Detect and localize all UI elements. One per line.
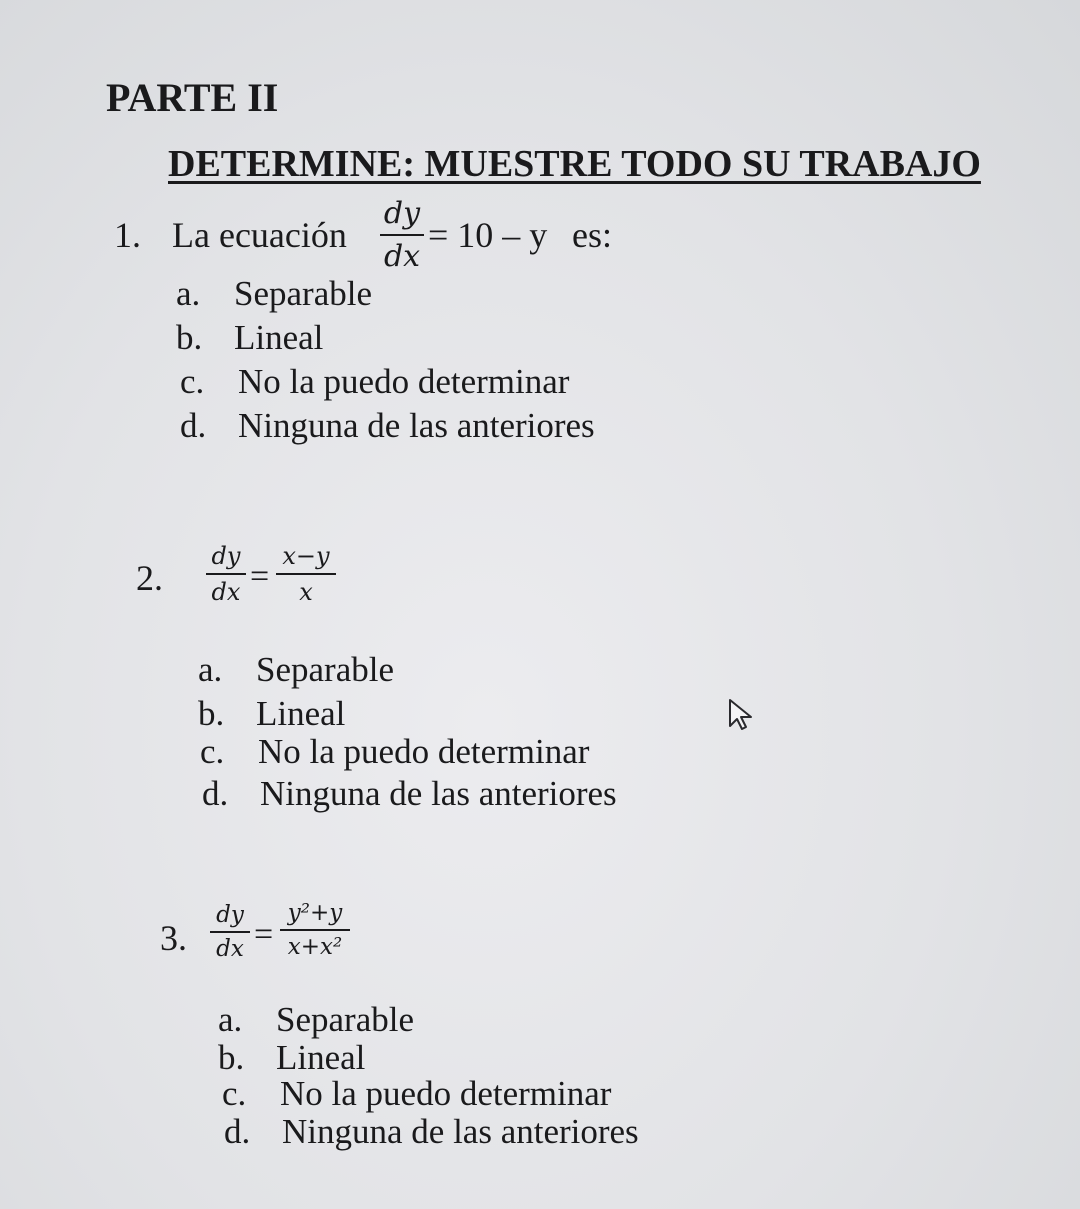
option-letter: a. [176,274,201,313]
q1-option-c[interactable] [180,362,569,402]
option-text: Ninguna de las anteriores [282,1112,639,1151]
option-text: Separable [276,1000,414,1039]
q2-rhs-fraction [276,542,336,606]
question-suffix: es: [572,215,612,255]
question-number: 2. [136,558,163,598]
option-text: No la puedo determinar [238,362,570,401]
fraction-denominator: x [299,578,313,606]
fraction-denominator: dx [383,239,421,274]
q1-lhs-fraction [380,196,424,274]
option-letter: b. [218,1038,245,1077]
fraction-denominator: dx [216,936,244,962]
option-letter: a. [218,1000,243,1039]
fraction-numerator: y²+y [287,900,343,926]
q3-lhs-fraction [210,902,250,962]
q2-option-a[interactable] [198,650,394,690]
option-letter: d. [202,774,229,813]
q3-option-a[interactable] [218,1000,414,1040]
equals-sign: = [250,558,270,595]
q1-option-a[interactable] [176,274,372,314]
q2-lhs-fraction [206,542,246,606]
option-letter: a. [198,650,223,689]
option-letter: c. [222,1074,247,1113]
question-prefix: La ecuación [172,215,347,255]
option-text: Separable [234,274,372,313]
q2-option-c[interactable] [200,732,589,772]
option-letter: c. [180,362,205,401]
fraction-bar [210,931,250,933]
option-text: Lineal [276,1038,366,1077]
question-number: 1. [114,215,141,255]
option-text: Lineal [256,694,346,733]
option-letter: d. [224,1112,251,1151]
q2-option-d[interactable] [202,774,617,814]
option-text: Lineal [234,318,324,357]
fraction-numerator: x−y [282,542,330,570]
q3-option-c[interactable] [222,1074,611,1114]
part-title: PARTE II [106,75,279,120]
option-letter: b. [176,318,203,357]
q1-option-b[interactable] [176,318,323,358]
fraction-bar [280,929,350,931]
fraction-denominator: dx [211,578,241,606]
q1-option-d[interactable] [180,406,595,446]
fraction-bar [276,573,336,575]
option-text: Ninguna de las anteriores [260,774,617,813]
option-text: Ninguna de las anteriores [238,406,595,445]
mouse-pointer-icon [728,698,754,732]
fraction-numerator: dy [383,196,421,231]
fraction-bar [380,234,424,236]
fraction-numerator: dy [211,542,241,570]
q3-option-d[interactable] [224,1112,639,1152]
option-text: No la puedo determinar [258,732,590,771]
question-number: 3. [160,918,187,958]
fraction-bar [206,573,246,575]
option-letter: c. [200,732,225,771]
fraction-denominator: x+x² [287,934,343,960]
option-letter: b. [198,694,225,733]
instruction-heading: DETERMINE: MUESTRE TODO SU TRABAJO [168,143,981,185]
q3-rhs-fraction [280,900,350,960]
q1-rhs: = 10 – y [428,215,548,255]
option-text: No la puedo determinar [280,1074,612,1113]
q3-option-b[interactable] [218,1038,365,1078]
q2-option-b[interactable] [198,694,345,734]
fraction-numerator: dy [216,902,244,928]
option-letter: d. [180,406,207,445]
option-text: Separable [256,650,394,689]
equals-sign: = [254,916,274,953]
